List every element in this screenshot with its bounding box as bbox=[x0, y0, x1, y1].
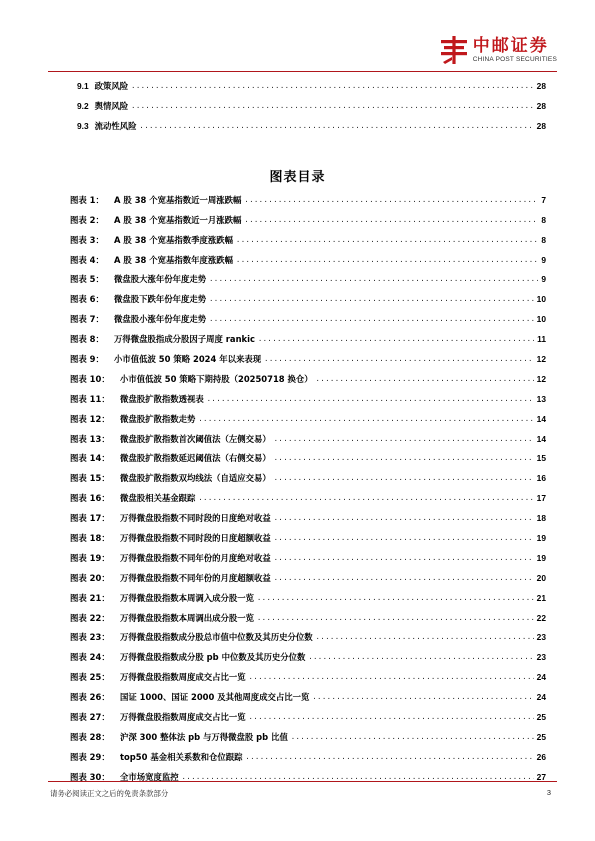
toc-section-number: 9.1 bbox=[77, 81, 89, 91]
figure-page-number: 8 bbox=[541, 214, 546, 225]
toc-page-number: 28 bbox=[536, 81, 546, 91]
figure-page-number: 15 bbox=[536, 453, 546, 464]
figure-title: 小市值低波 50 策略 2024 年以来表现 bbox=[114, 354, 262, 365]
toc-leader-dots bbox=[209, 295, 534, 305]
toc-leader-dots bbox=[274, 514, 534, 524]
figure-page-number: 13 bbox=[536, 393, 546, 404]
toc-section-title: 舆情风险 bbox=[94, 101, 129, 111]
toc-page-number: 28 bbox=[536, 101, 546, 111]
figure-title: 微盘股大涨年份年度走势 bbox=[114, 274, 207, 285]
figure-page-number: 22 bbox=[536, 612, 546, 623]
figure-entry[interactable] bbox=[70, 305, 546, 325]
figure-label: 图表 30： bbox=[70, 771, 110, 782]
figure-entry[interactable] bbox=[70, 683, 546, 703]
figure-title: 微盘股扩散指数延迟阈值法（右侧交易） bbox=[120, 453, 271, 464]
figure-page-number: 14 bbox=[536, 413, 546, 424]
figure-entry[interactable] bbox=[70, 464, 546, 484]
figure-title: 全市场宽度监控 bbox=[120, 771, 179, 782]
toc-leader-dots bbox=[244, 216, 538, 226]
figure-title: 微盘股小涨年份年度走势 bbox=[114, 314, 207, 325]
figure-entry[interactable] bbox=[70, 624, 546, 644]
section-toc bbox=[77, 72, 546, 132]
logo-chinese-name: 中邮证券 bbox=[472, 35, 549, 56]
figure-page-number: 16 bbox=[536, 473, 546, 484]
figure-entry[interactable] bbox=[70, 345, 546, 365]
figure-label: 图表 12： bbox=[70, 413, 110, 424]
figure-label: 图表 27： bbox=[70, 712, 110, 723]
toc-leader-dots bbox=[209, 315, 534, 325]
toc-entry[interactable] bbox=[77, 92, 546, 112]
logo-english-name: CHINA POST SECURITIES bbox=[472, 55, 557, 63]
figure-title: 微盘股扩散指数双均线法（自适应交易） bbox=[120, 473, 271, 484]
figure-title: 沪深 300 整体法 pb 与万得微盘股 pb 比值 bbox=[120, 731, 288, 742]
figure-label: 图表 18： bbox=[70, 533, 110, 544]
toc-section-number: 9.3 bbox=[77, 121, 89, 131]
toc-section-title: 政策风险 bbox=[94, 81, 129, 91]
figure-title: 小市值低波 50 策略下期持股（20250718 换仓） bbox=[120, 373, 313, 384]
figure-toc bbox=[70, 186, 546, 783]
figure-page-number: 11 bbox=[537, 334, 546, 345]
figure-title: A 股 38 个宽基指数近一月涨跌幅 bbox=[114, 214, 242, 225]
toc-leader-dots bbox=[131, 102, 534, 112]
figure-entry[interactable] bbox=[70, 763, 546, 783]
toc-section-title: 流动性风险 bbox=[94, 121, 137, 131]
china-post-logo-icon bbox=[439, 34, 469, 66]
figure-label: 图表 24： bbox=[70, 652, 110, 663]
figure-label: 图表 7： bbox=[70, 314, 104, 325]
figure-page-number: 10 bbox=[536, 294, 546, 305]
toc-leader-dots bbox=[245, 753, 533, 763]
figure-label: 图表 26： bbox=[70, 692, 110, 703]
figure-entry[interactable] bbox=[70, 365, 546, 385]
figure-entry[interactable] bbox=[70, 564, 546, 584]
figure-title: 万得微盘股指数不同年份的月度绝对收益 bbox=[120, 552, 271, 563]
figure-page-number: 17 bbox=[536, 493, 546, 504]
disclaimer-note: 请务必阅读正文之后的免责条款部分 bbox=[50, 789, 169, 798]
figure-entry[interactable] bbox=[70, 723, 546, 743]
figure-title: 微盘股扩散指数走势 bbox=[120, 413, 196, 424]
figure-title: 万得微盘股指数不同年份的月度超额收益 bbox=[120, 572, 271, 583]
toc-leader-dots bbox=[274, 454, 534, 464]
figure-entry[interactable] bbox=[70, 325, 546, 345]
toc-leader-dots bbox=[312, 693, 533, 703]
figure-entry[interactable] bbox=[70, 544, 546, 564]
figure-page-number: 20 bbox=[536, 572, 546, 583]
figure-entry[interactable] bbox=[70, 405, 546, 425]
toc-leader-dots bbox=[236, 256, 538, 266]
figure-entry[interactable] bbox=[70, 584, 546, 604]
figure-label: 图表 1： bbox=[70, 194, 104, 205]
page-header bbox=[0, 0, 595, 75]
figure-label: 图表 8： bbox=[70, 334, 104, 345]
figure-entry[interactable] bbox=[70, 186, 546, 206]
figure-entry[interactable] bbox=[70, 643, 546, 663]
toc-leader-dots bbox=[244, 196, 538, 206]
figure-entry[interactable] bbox=[70, 385, 546, 405]
figure-label: 图表 2： bbox=[70, 214, 104, 225]
figure-page-number: 24 bbox=[536, 692, 546, 703]
figure-entry[interactable] bbox=[70, 246, 546, 266]
figure-entry[interactable] bbox=[70, 604, 546, 624]
figure-entry[interactable] bbox=[70, 743, 546, 763]
figure-page-number: 19 bbox=[536, 552, 546, 563]
figure-title: 万得微盘股指数本周调入成分股一览 bbox=[120, 592, 254, 603]
figure-page-number: 19 bbox=[536, 533, 546, 544]
toc-leader-dots bbox=[308, 653, 533, 663]
figure-entry[interactable] bbox=[70, 445, 546, 465]
figure-page-number: 25 bbox=[536, 712, 546, 723]
figure-page-number: 27 bbox=[536, 771, 546, 782]
toc-leader-dots bbox=[198, 415, 533, 425]
figure-title: A 股 38 个宽基指数年度涨跌幅 bbox=[114, 254, 234, 265]
figure-label: 图表 4： bbox=[70, 254, 104, 265]
figure-title: A 股 38 个宽基指数近一周涨跌幅 bbox=[114, 194, 242, 205]
figure-title: top50 基金相关系数和仓位跟踪 bbox=[120, 751, 243, 762]
figure-label: 图表 21： bbox=[70, 592, 110, 603]
figure-title: 微盘股下跌年份年度走势 bbox=[114, 294, 207, 305]
toc-leader-dots bbox=[257, 614, 534, 624]
toc-leader-dots bbox=[209, 275, 538, 285]
toc-leader-dots bbox=[131, 82, 534, 92]
figure-entry[interactable] bbox=[70, 524, 546, 544]
figure-label: 图表 14： bbox=[70, 453, 110, 464]
toc-leader-dots bbox=[291, 733, 534, 743]
figure-page-number: 21 bbox=[536, 592, 546, 603]
toc-leader-dots bbox=[316, 633, 534, 643]
figure-page-number: 9 bbox=[541, 274, 546, 285]
footer-divider bbox=[48, 781, 557, 782]
figure-title: 万得微盘股指数周度成交占比一览 bbox=[120, 672, 246, 683]
toc-leader-dots bbox=[257, 594, 534, 604]
toc-leader-dots bbox=[274, 574, 534, 584]
toc-leader-dots bbox=[198, 494, 533, 504]
figure-page-number: 8 bbox=[541, 234, 546, 245]
figure-label: 图表 22： bbox=[70, 612, 110, 623]
figure-page-number: 25 bbox=[536, 731, 546, 742]
figure-entry[interactable] bbox=[70, 663, 546, 683]
figure-page-number: 9 bbox=[541, 254, 546, 265]
figure-label: 图表 16： bbox=[70, 493, 110, 504]
page-number: 3 bbox=[546, 788, 551, 797]
figure-entry[interactable] bbox=[70, 425, 546, 445]
toc-entry[interactable] bbox=[77, 112, 546, 132]
toc-leader-dots bbox=[316, 375, 534, 385]
toc-entry[interactable] bbox=[77, 72, 546, 92]
figure-label: 图表 9： bbox=[70, 354, 104, 365]
figure-page-number: 23 bbox=[536, 652, 546, 663]
figure-entry[interactable] bbox=[70, 703, 546, 723]
figure-label: 图表 6： bbox=[70, 294, 104, 305]
figure-label: 图表 11： bbox=[70, 393, 110, 404]
figure-title: 万得微盘股指数不同时段的日度超额收益 bbox=[120, 533, 271, 544]
figure-title: 微盘股相关基金跟踪 bbox=[120, 493, 196, 504]
figure-entry[interactable] bbox=[70, 285, 546, 305]
figure-label: 图表 28： bbox=[70, 731, 110, 742]
figure-title: 国证 1000、国证 2000 及其他周度成交占比一览 bbox=[120, 692, 310, 703]
figure-page-number: 12 bbox=[536, 354, 546, 365]
figure-page-number: 24 bbox=[536, 672, 546, 683]
figure-entry[interactable] bbox=[70, 226, 546, 246]
figure-label: 图表 13： bbox=[70, 433, 110, 444]
figure-label: 图表 20： bbox=[70, 572, 110, 583]
figure-entry[interactable] bbox=[70, 504, 546, 524]
toc-leader-dots bbox=[140, 122, 534, 132]
figure-title: 微盘股扩散指数透视表 bbox=[120, 393, 204, 404]
company-logo bbox=[439, 34, 557, 66]
figure-label: 图表 19： bbox=[70, 552, 110, 563]
figure-label: 图表 23： bbox=[70, 632, 110, 643]
figure-label: 图表 25： bbox=[70, 672, 110, 683]
figure-list-heading: 图表目录 bbox=[269, 170, 326, 185]
figure-page-number: 14 bbox=[536, 433, 546, 444]
figure-title: 万得微盘股指数本周调出成分股一览 bbox=[120, 612, 254, 623]
toc-leader-dots bbox=[274, 435, 534, 445]
figure-label: 图表 29： bbox=[70, 751, 110, 762]
figure-entry[interactable] bbox=[70, 484, 546, 504]
toc-leader-dots bbox=[274, 554, 534, 564]
figure-title: 万得微盘股指成分股因子周度 rankic bbox=[114, 334, 255, 345]
toc-page-number: 28 bbox=[536, 121, 546, 131]
toc-leader-dots bbox=[274, 534, 534, 544]
figure-title: 万得微盘股指数周度成交占比一览 bbox=[120, 712, 246, 723]
figure-title: 万得微盘股指数不同时段的日度绝对收益 bbox=[120, 513, 271, 524]
figure-title: A 股 38 个宽基指数季度涨跌幅 bbox=[114, 234, 234, 245]
toc-leader-dots bbox=[264, 355, 534, 365]
toc-leader-dots bbox=[249, 713, 534, 723]
figure-title: 微盘股扩散指数首次阈值法（左侧交易） bbox=[120, 433, 271, 444]
figure-entry[interactable] bbox=[70, 266, 546, 286]
figure-title: 万得微盘股指数成分股 pb 中位数及其历史分位数 bbox=[120, 652, 306, 663]
toc-leader-dots bbox=[249, 673, 534, 683]
toc-leader-dots bbox=[207, 395, 534, 405]
toc-leader-dots bbox=[236, 236, 538, 246]
toc-section-number: 9.2 bbox=[77, 101, 89, 111]
figure-title: 万得微盘股指数成分股总市值中位数及其历史分位数 bbox=[120, 632, 313, 643]
figure-label: 图表 17： bbox=[70, 513, 110, 524]
figure-page-number: 18 bbox=[536, 513, 546, 524]
toc-leader-dots bbox=[274, 474, 534, 484]
figure-label: 图表 5： bbox=[70, 274, 104, 285]
figure-page-number: 26 bbox=[536, 751, 546, 762]
figure-label: 图表 15： bbox=[70, 473, 110, 484]
figure-page-number: 23 bbox=[536, 632, 546, 643]
figure-label: 图表 3： bbox=[70, 234, 104, 245]
figure-page-number: 7 bbox=[541, 194, 546, 205]
figure-page-number: 12 bbox=[536, 373, 546, 384]
toc-leader-dots bbox=[258, 335, 534, 345]
figure-page-number: 10 bbox=[536, 314, 546, 325]
figure-label: 图表 10： bbox=[70, 373, 110, 384]
figure-entry[interactable] bbox=[70, 206, 546, 226]
